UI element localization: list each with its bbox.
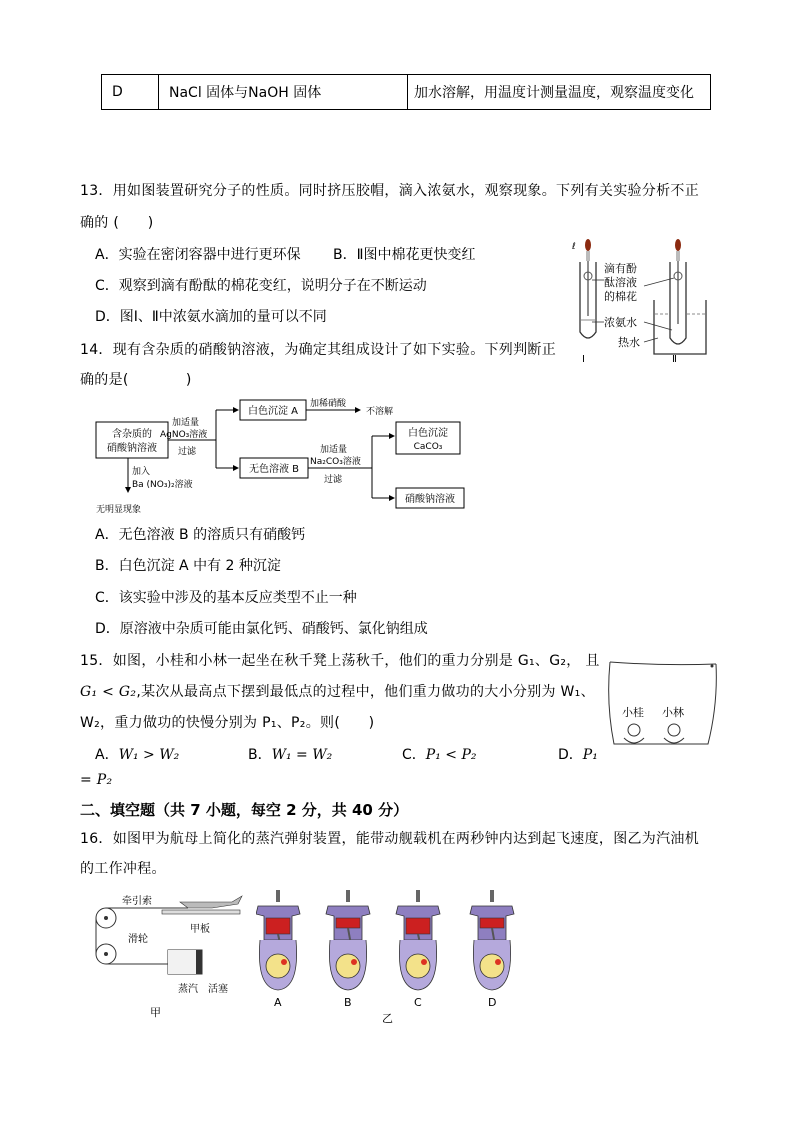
flow-na2co3-3: 过滤 xyxy=(324,475,343,485)
engine-stroke-d xyxy=(470,890,514,990)
label-piston: 活塞 xyxy=(208,984,228,995)
row-method: 加水溶解，用温度计测量温度，观察温度变化 xyxy=(408,75,711,110)
label-pulley: 滑轮 xyxy=(128,934,148,945)
q15-option-d: D．P₁ xyxy=(558,747,598,763)
q15-stem-line2 xyxy=(80,681,595,701)
engine-label-b: B xyxy=(344,996,352,1009)
q16-figure-a xyxy=(92,888,252,1020)
row-substances: NaCl 固体与NaOH 固体 xyxy=(159,75,408,110)
q15-math-g: G₁ < G₂ xyxy=(80,684,137,700)
name-xiaogui: 小桂 xyxy=(622,706,644,719)
flow-insoluble: 不溶解 xyxy=(366,407,394,417)
q15-option-c: C．P₁ < P₂ xyxy=(402,747,477,763)
label-ammonia: 浓氨水 xyxy=(604,316,637,329)
flow-agno3-1: 加适量 xyxy=(172,418,200,428)
test-tube-i xyxy=(571,239,596,338)
q13-option-a: A．实验在密闭容器中进行更环保 xyxy=(95,247,301,263)
q13-option-c: C．观察到滴有酚酞的棉花变红，说明分子在不断运动 xyxy=(95,278,427,294)
label-hotwater: 热水 xyxy=(618,336,640,349)
q14-stem-line1: 14．现有含杂质的硝酸钠溶液，为确定其组成设计了如下实验。下列判断正 xyxy=(80,342,557,358)
flow-start-1: 含杂质的 xyxy=(112,429,152,440)
q15-figure xyxy=(604,654,722,754)
flow-colorless-b: 无色溶液 B xyxy=(248,464,300,475)
flow-caco3-1: 白色沉淀 xyxy=(408,428,448,439)
label-i: Ⅰ xyxy=(582,354,585,365)
q14-flowchart xyxy=(88,392,488,520)
engine-label-a: A xyxy=(274,996,282,1009)
label-rope: 牵引索 xyxy=(122,896,152,907)
flow-na2co3-2: Na₂CO₃溶液 xyxy=(310,457,361,467)
q14-option-a: A．无色溶液 B 的溶质只有硝酸钙 xyxy=(95,527,306,543)
caption-jia: 甲 xyxy=(150,1006,161,1019)
engine-stroke-b xyxy=(326,890,370,990)
flow-agno3-2: AgNO₃溶液 xyxy=(160,430,208,440)
flow-ba-2: Ba (NO₃)₂溶液 xyxy=(132,480,193,490)
flow-caco3-2: CaCO₃ xyxy=(413,442,443,452)
q15-stem-line3: W₂，重力做功的快慢分别为 P₁、P₂。则( ) xyxy=(80,715,375,731)
test-tube-ii xyxy=(654,239,706,354)
q13-option-d: D．图Ⅰ、Ⅱ中浓氨水滴加的量可以不同 xyxy=(95,309,327,325)
label-cotton-3: 的棉花 xyxy=(604,290,637,303)
q15-option-a: A．W₁ > W₂ xyxy=(95,747,180,763)
label-cotton-2: 酞溶液 xyxy=(604,276,637,289)
table-row xyxy=(102,75,711,110)
q15-option-d-cont: = P₂ xyxy=(80,772,113,788)
flow-add-hno3: 加稀硝酸 xyxy=(310,399,347,409)
engine-stroke-c xyxy=(396,890,440,990)
q15-option-b: B．W₁ = W₂ xyxy=(248,747,333,763)
flow-start-2: 硝酸钠溶液 xyxy=(107,443,157,454)
q16-stem-line1: 16．如图甲为航母上简化的蒸汽弹射装置，能带动舰载机在两秒钟内达到起飞速度，图乙为汽油机 xyxy=(80,831,700,847)
flow-ba-1: 加入 xyxy=(132,467,151,477)
engine-label-c: C xyxy=(414,996,422,1009)
q15-stem-line2-text: ,某次从最高点下摆到最低点的过程中，他们重力做功的大小分别为 W₁、 xyxy=(136,684,595,700)
q14-option-c: C．该实验中涉及的基本反应类型不止一种 xyxy=(95,590,357,606)
flow-agno3-3: 过滤 xyxy=(178,447,197,457)
q13-stem-line1: 13．用如图装置研究分子的性质。同时挤压胶帽，滴入浓氨水，观察现象。下列有关实验分析不正 xyxy=(80,183,700,199)
q14-stem-line2: 确的是( ) xyxy=(80,372,192,388)
q15-stem-line1: 15．如图，小桂和小林一起坐在秋千凳上荡秋千，他们的重力分别是 G₁、G₂， 且 xyxy=(80,653,600,669)
q13-figure xyxy=(560,234,720,366)
engine-label-d: D xyxy=(488,996,497,1009)
label-steam: 蒸汽 xyxy=(178,984,198,995)
q16-figure-b xyxy=(256,884,556,1024)
label-cotton-1: 滴有酚 xyxy=(604,262,637,275)
row-label: D xyxy=(102,75,159,110)
label-deck: 甲板 xyxy=(190,924,210,935)
q14-option-b: B．白色沉淀 A 中有 2 种沉淀 xyxy=(95,558,281,574)
flow-nano3: 硝酸钠溶液 xyxy=(405,494,455,505)
answer-table xyxy=(101,74,711,110)
label-ii: Ⅱ xyxy=(672,354,677,365)
flow-no-change: 无明显现象 xyxy=(96,505,142,515)
q14-option-d: D．原溶液中杂质可能由氯化钙、硝酸钙、氯化钠组成 xyxy=(95,621,428,637)
q13-option-b: B．Ⅱ图中棉花更快变红 xyxy=(333,247,476,263)
q13-stem-line2: 确的 ( ) xyxy=(80,215,154,231)
q16-stem-line2: 的工作冲程。 xyxy=(80,861,166,877)
engine-stroke-a xyxy=(256,890,300,990)
section-title: 二、填空题（共 7 小题，每空 2 分，共 40 分） xyxy=(80,801,409,819)
caption-yi: 乙 xyxy=(382,1012,393,1024)
flow-white-ppt-a: 白色沉淀 A xyxy=(247,406,299,417)
flow-na2co3-1: 加适量 xyxy=(320,445,348,455)
name-xiaolin: 小林 xyxy=(662,706,684,719)
svg-text:ℓ: ℓ xyxy=(572,242,576,252)
